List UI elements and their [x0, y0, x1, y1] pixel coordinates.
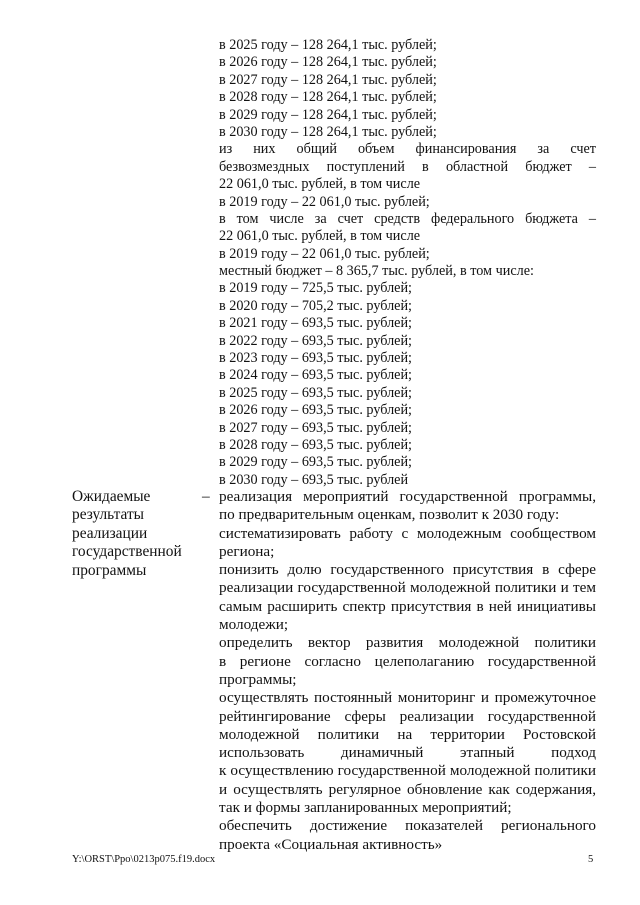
- expected-results-text: [219, 488, 596, 854]
- funding-line: в 2028 году – 693,5 тыс. рублей;: [219, 436, 412, 453]
- results-line: реализации государственной молодежной политики и тем: [219, 579, 596, 597]
- funding-line: в 2029 году – 128 264,1 тыс. рублей;: [219, 106, 437, 123]
- funding-line: в 2030 году – 128 264,1 тыс. рублей;: [219, 123, 437, 140]
- label-line: Ожидаемые: [72, 488, 151, 505]
- funding-line: в 2028 году – 128 264,1 тыс. рублей;: [219, 89, 437, 106]
- funding-line: в 2019 году – 22 061,0 тыс. рублей;: [219, 193, 430, 210]
- funding-line: в 2020 году – 705,2 тыс. рублей;: [219, 297, 412, 314]
- funding-line: в 2027 году – 693,5 тыс. рублей;: [219, 419, 412, 436]
- funding-line: в 2019 году – 22 061,0 тыс. рублей;: [219, 245, 430, 262]
- funding-line: безвозмездных поступлений в областной бюджет –: [219, 158, 596, 175]
- funding-line: в 2025 году – 128 264,1 тыс. рублей;: [219, 37, 437, 53]
- results-line: так и формы запланированных мероприятий;: [219, 799, 512, 817]
- results-line: понизить долю государственного присутствия в сфере: [219, 561, 596, 579]
- funding-line: из них общий объем финансирования за счет: [219, 141, 596, 158]
- results-line: самым расширить спектр присутствия в ней инициативы: [219, 597, 596, 615]
- results-line: программы;: [219, 670, 297, 688]
- results-line: региона;: [219, 542, 275, 560]
- funding-line: в 2024 году – 693,5 тыс. рублей;: [219, 367, 412, 384]
- label-dash: –: [202, 488, 210, 505]
- funding-line: в 2026 году – 128 264,1 тыс. рублей;: [219, 54, 437, 71]
- label-line: реализации: [72, 524, 148, 542]
- funding-amounts-block: [219, 37, 596, 489]
- results-line: рейтингирование сферы реализации государственной: [219, 707, 596, 725]
- funding-line: 22 061,0 тыс. рублей, в том числе: [219, 228, 421, 245]
- results-line: реализация мероприятий государственной программы,: [219, 488, 596, 505]
- results-line: молодежной политики на территории Ростовской: [219, 725, 596, 743]
- results-line: в регионе согласно целеполаганию государственной: [219, 652, 596, 670]
- funding-line: в 2029 году – 693,5 тыс. рублей;: [219, 454, 412, 471]
- results-line: систематизировать работу с молодежным сообществом: [219, 524, 596, 542]
- expected-results-label: [72, 488, 192, 580]
- results-line: обеспечить достижение показателей регионального: [219, 817, 596, 835]
- funding-line: в том числе за счет средств федерального бюджета –: [219, 210, 596, 227]
- funding-line: в 2022 году – 693,5 тыс. рублей;: [219, 332, 412, 349]
- funding-line: в 2030 году – 693,5 тыс. рублей: [219, 471, 409, 488]
- label-line: результаты: [72, 506, 145, 524]
- results-line: по предварительным оценкам, позволит к 2030 году:: [219, 506, 560, 524]
- results-line: и осуществлять регулярное обновление как содержания,: [219, 780, 596, 798]
- funding-line: в 2021 году – 693,5 тыс. рублей;: [219, 315, 412, 332]
- results-line: осуществлять постоянный мониторинг и промежуточное: [219, 689, 596, 707]
- results-line: молодежи;: [219, 616, 289, 634]
- results-line: проекта «Социальная активность»: [219, 835, 443, 853]
- funding-line: в 2023 году – 693,5 тыс. рублей;: [219, 350, 412, 367]
- label-line: государственной: [72, 543, 182, 561]
- funding-line: местный бюджет – 8 365,7 тыс. рублей, в том числе:: [219, 263, 534, 280]
- footer-file-path: Y:\ORST\Ppo\0213p075.f19.docx: [72, 854, 216, 865]
- results-line: определить вектор развития молодежной политики: [219, 634, 596, 652]
- funding-line: 22 061,0 тыс. рублей, в том числе: [219, 176, 421, 193]
- footer-page-number: 5: [588, 854, 594, 865]
- funding-line: в 2026 году – 693,5 тыс. рублей;: [219, 402, 412, 419]
- funding-line: в 2019 году – 725,5 тыс. рублей;: [219, 280, 412, 297]
- results-line: использовать динамичный этапный подход: [219, 744, 596, 762]
- funding-line: в 2025 году – 693,5 тыс. рублей;: [219, 384, 412, 401]
- label-line: программы: [72, 561, 147, 579]
- funding-line: в 2027 году – 128 264,1 тыс. рублей;: [219, 71, 437, 88]
- results-line: к осуществлению государственной молодежной политики: [219, 762, 596, 780]
